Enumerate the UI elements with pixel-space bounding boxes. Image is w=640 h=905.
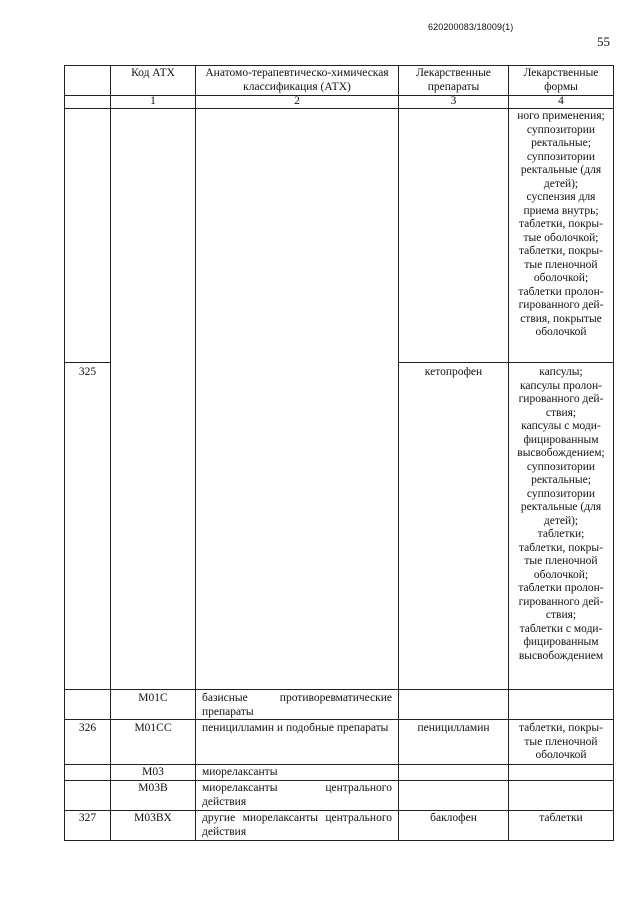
row-326-classification: пеницилламин и подобные препараты (202, 722, 389, 734)
table-border-top (64, 65, 614, 66)
row-m03-classification: миорелаксанты (202, 766, 278, 778)
row-line-325-num (64, 362, 111, 363)
row-326-number: 326 (78, 722, 97, 734)
row-line-m01c-bottom (64, 719, 614, 720)
row-m03b-code: M03B (138, 782, 168, 794)
column-divider-2 (195, 65, 196, 841)
row-325-forms: капсулы; капсулы пролон- гированного дей- ствия; капсулы с моди- фицированным высвобождением; суппозитории ректальные; суппозитории ректальные (для детей); таблетки; таблетки, покры- тые пленочной оболочкой; таблетки пролон- гированного дей- ствия; таблетки с моди- фицированным высвобождением (517, 366, 605, 662)
row-line-325-bottom-b (110, 689, 613, 690)
row-327-code: M03BX (134, 812, 172, 824)
row-line-m03-bottom (64, 780, 614, 781)
header-forms: Лекарственные формы (523, 67, 599, 93)
row-327-classification: другие миорелаксанты центрального действия (202, 812, 392, 838)
page-number: 55 (597, 34, 610, 49)
row-line-326-bottom (64, 764, 614, 765)
row-326-code: M01CC (134, 722, 172, 734)
row-325-number: 325 (78, 366, 97, 378)
column-number-4: 4 (558, 95, 564, 107)
table-border-right (613, 65, 614, 841)
header-drugs: Лекарственные препараты (416, 67, 491, 93)
row-m01c-code: M01C (138, 692, 168, 704)
row-327-drug: баклофен (430, 812, 477, 824)
row-line-325-bottom-a (64, 689, 111, 690)
row-326-drug: пеницилламин (417, 722, 490, 734)
row-m01c-classification: базисные противоревматические препараты (202, 692, 392, 718)
row-line-drug-continuation (398, 362, 613, 363)
row-326-forms: таблетки, покры- тые пленочной оболочкой (519, 722, 603, 761)
header-code: Код АТХ (131, 67, 175, 79)
continuation-forms: ного применения; суппозитории ректальные; суппозитории ректальные (для детей); суспензия для приема внутрь; таблетки, покры- тые оболочкой; таблетки, покры- тые пленочной оболочкой; таблетки пролон- гированного дей- ствия, покрытые оболочкой (517, 110, 605, 338)
row-327-number: 327 (78, 812, 97, 824)
row-327-forms: таблетки (539, 812, 583, 824)
column-number-3: 3 (450, 95, 457, 107)
header-classification: Анатомо-терапевтическо-химическая классификация (АТХ) (205, 67, 389, 93)
row-m03b-classification: миорелаксанты центрального действия (202, 782, 392, 808)
document-id: 620200083/18009(1) (428, 22, 514, 32)
column-number-2: 2 (294, 95, 300, 107)
row-325-drug: кетопрофен (424, 366, 483, 378)
row-line-m03b-bottom (64, 810, 614, 811)
row-m03-code: M03 (142, 766, 164, 778)
column-number-1: 1 (150, 95, 156, 107)
table-border-bottom (64, 840, 614, 841)
